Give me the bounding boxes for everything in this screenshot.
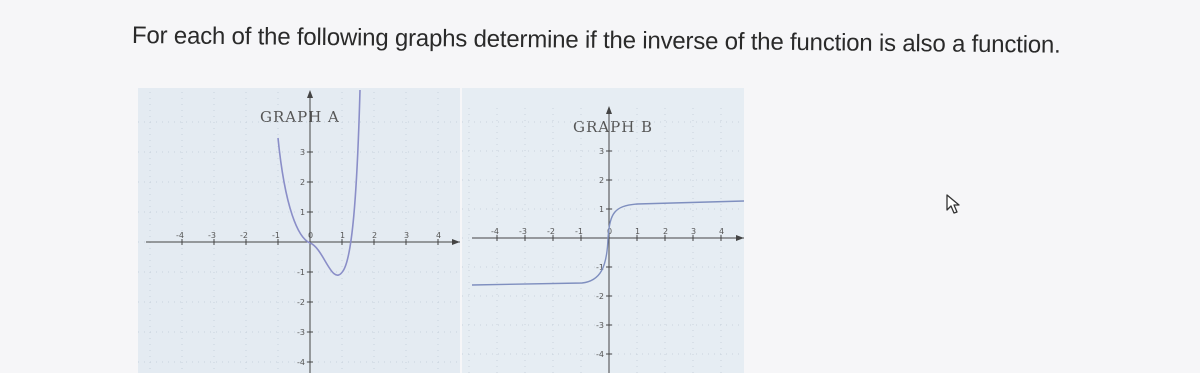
graph_a-y-tick-label: -1: [297, 268, 305, 277]
graph_b-y-tick-label: -1: [596, 263, 604, 272]
graph_a-x-tick-label: -4: [176, 231, 184, 240]
graph_b-y-tick-label: 1: [599, 205, 605, 214]
question-text: For each of the following graphs determine if the inverse of the function is also a function.: [131, 22, 1061, 59]
graph-b-y-arrow: [606, 106, 612, 114]
graph-b: [462, 88, 744, 373]
graph_b-y-tick-label: -4: [596, 350, 604, 359]
graph_b-x-tick-label: -1: [575, 227, 583, 236]
graph-a-y-arrow: [307, 90, 313, 98]
graph-b-curve: [472, 201, 744, 285]
graph_b-y-tick-label: -2: [596, 292, 604, 301]
graph_b-y-tick-label: -3: [596, 321, 604, 330]
graph_a-y-tick-label: 1: [300, 208, 306, 217]
graph-b-ticks: [491, 147, 724, 359]
graph-a-plot: [138, 88, 460, 373]
graph_a-y-tick-label: -4: [297, 358, 305, 367]
graph-b-title: GRAPH B: [573, 118, 654, 136]
graph_a-y-tick-label: 3: [300, 148, 306, 157]
graph_a-x-tick-label: 0: [308, 231, 314, 240]
graph_a-x-tick-label: -2: [240, 231, 248, 240]
graph-a-ticks: [176, 148, 441, 367]
graph_b-x-tick-label: 2: [663, 227, 669, 236]
mouse-pointer-icon: [945, 193, 961, 215]
graph_b-x-tick-label: -2: [547, 227, 555, 236]
graph_b-x-tick-label: 1: [635, 227, 641, 236]
graph_b-y-tick-label: 2: [599, 176, 605, 185]
graph_a-x-tick-label: -3: [208, 231, 216, 240]
graph_a-y-tick-label: -3: [297, 328, 305, 337]
graph-a-title: GRAPH A: [260, 108, 340, 126]
graph_a-x-tick-label: 1: [340, 231, 346, 240]
graph_b-x-tick-label: 4: [719, 227, 725, 236]
graph-a-curve: [278, 90, 360, 275]
graph_b-x-tick-label: 0: [607, 227, 613, 236]
graph-a-x-arrow: [452, 239, 460, 245]
graph-b-plot: [462, 88, 744, 373]
graph_b-x-tick-label: -3: [519, 227, 527, 236]
graph_b-x-tick-label: -4: [491, 227, 499, 236]
graph-a: [138, 88, 460, 373]
graph_b-y-tick-label: 3: [599, 147, 605, 156]
graph_a-y-tick-label: -2: [297, 298, 305, 307]
graph_a-x-tick-label: 2: [372, 231, 378, 240]
graph_b-x-tick-label: 3: [691, 227, 697, 236]
graph_a-x-tick-label: -1: [272, 231, 280, 240]
graph_a-x-tick-label: 4: [436, 231, 442, 240]
graph-b-x-arrow: [736, 235, 744, 241]
graph_a-x-tick-label: 3: [404, 231, 410, 240]
graph_a-y-tick-label: 2: [300, 178, 306, 187]
